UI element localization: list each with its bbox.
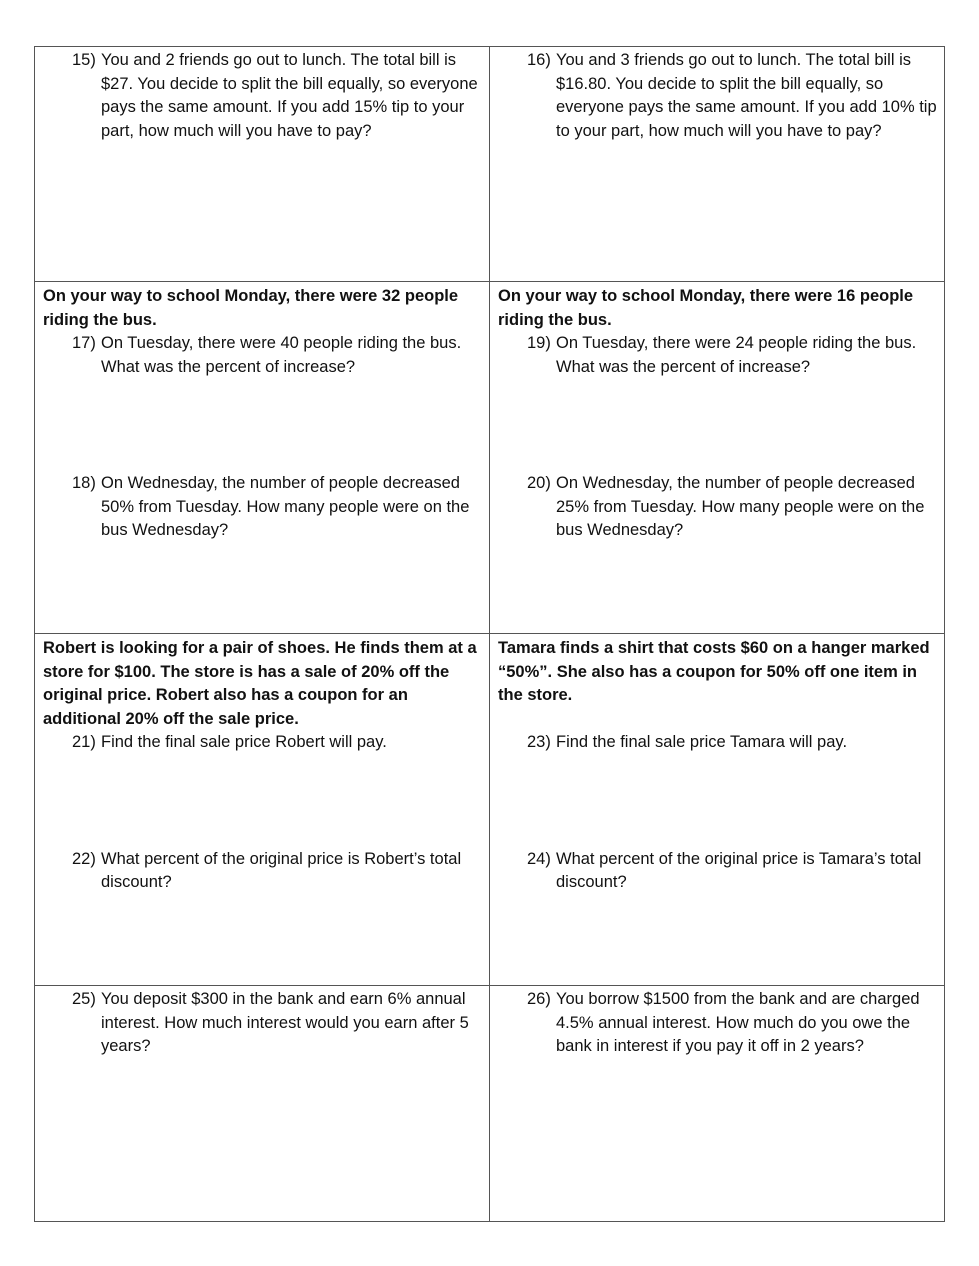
question-number: 21)	[72, 733, 96, 751]
question-text: On Wednesday, the number of people decreased 25% from Tuesday. How many people were on the bus Wednesday?	[556, 474, 925, 539]
worksheet-row-1	[35, 47, 945, 282]
cell-q25	[35, 986, 490, 1222]
question-number: 15)	[72, 51, 96, 69]
worksheet-row-2	[35, 282, 945, 634]
problem-intro: Robert is looking for a pair of shoes. He finds them at a store for $100. The store is has a sale of 20% off the original price. Robert also has a coupon for an additional 20% off the sale price.	[43, 639, 477, 728]
question-number: 23)	[527, 733, 551, 751]
worksheet-table	[34, 46, 945, 1222]
question-number: 19)	[527, 334, 551, 352]
cell-q26	[490, 986, 945, 1222]
question-26	[490, 988, 944, 1059]
problem-intro: On your way to school Monday, there were 16 people riding the bus.	[498, 287, 914, 329]
cell-bus-right	[490, 282, 945, 634]
question-22	[35, 848, 489, 895]
question-text: What percent of the original price is Tamara’s total discount?	[556, 849, 922, 891]
cell-q15	[35, 47, 490, 282]
cell-q16	[490, 47, 945, 282]
question-21	[35, 731, 489, 755]
question-number: 17)	[72, 334, 96, 352]
question-number: 22)	[72, 849, 96, 868]
question-number: 18)	[72, 474, 96, 492]
question-24	[490, 848, 944, 895]
question-15	[35, 49, 489, 143]
question-text: You borrow $1500 from the bank and are charged 4.5% annual interest. How much do you owe the bank in interest if you pay it off in 2 years?	[556, 990, 920, 1055]
question-text: What percent of the original price is Robert’s total discount?	[101, 849, 462, 891]
question-number: 26)	[527, 990, 551, 1008]
question-text: You and 2 friends go out to lunch. The total bill is $27. You decide to split the bill equally, so everyone pays the same amount. If you add 15% tip to your part, how much will you have to pay?	[101, 51, 478, 140]
question-text: You and 3 friends go out to lunch. The total bill is $16.80. You decide to split the bill equally, so everyone pays the same amount. If you add 10% tip to your part, how much will you have to pay?	[556, 51, 937, 140]
question-number: 24)	[527, 849, 551, 868]
question-number: 16)	[527, 51, 551, 69]
question-text: Find the final sale price Robert will pay.	[101, 733, 387, 751]
question-text: Find the final sale price Tamara will pay.	[556, 733, 848, 751]
question-16	[490, 49, 944, 143]
problem-intro: Tamara finds a shirt that costs $60 on a hanger marked “50%”. She also has a coupon for 50% off one item in the store.	[498, 639, 930, 704]
cell-bus-left	[35, 282, 490, 634]
question-text: You deposit $300 in the bank and earn 6% annual interest. How much interest would you earn after 5 years?	[101, 990, 469, 1055]
question-18	[35, 472, 489, 543]
question-17	[35, 332, 489, 379]
question-19	[490, 332, 944, 379]
worksheet-row-3	[35, 634, 945, 986]
question-number: 25)	[72, 990, 96, 1008]
question-text: On Wednesday, the number of people decreased 50% from Tuesday. How many people were on the bus Wednesday?	[101, 474, 470, 539]
question-number: 20)	[527, 474, 551, 492]
cell-shirt	[490, 634, 945, 986]
question-text: On Tuesday, there were 40 people riding the bus. What was the percent of increase?	[101, 334, 462, 376]
worksheet-row-4	[35, 986, 945, 1222]
cell-shoes	[35, 634, 490, 986]
problem-intro: On your way to school Monday, there were 32 people riding the bus.	[43, 287, 459, 329]
question-23	[490, 731, 944, 755]
question-20	[490, 472, 944, 543]
question-text: On Tuesday, there were 24 people riding the bus. What was the percent of increase?	[556, 334, 917, 376]
question-25	[35, 988, 489, 1059]
